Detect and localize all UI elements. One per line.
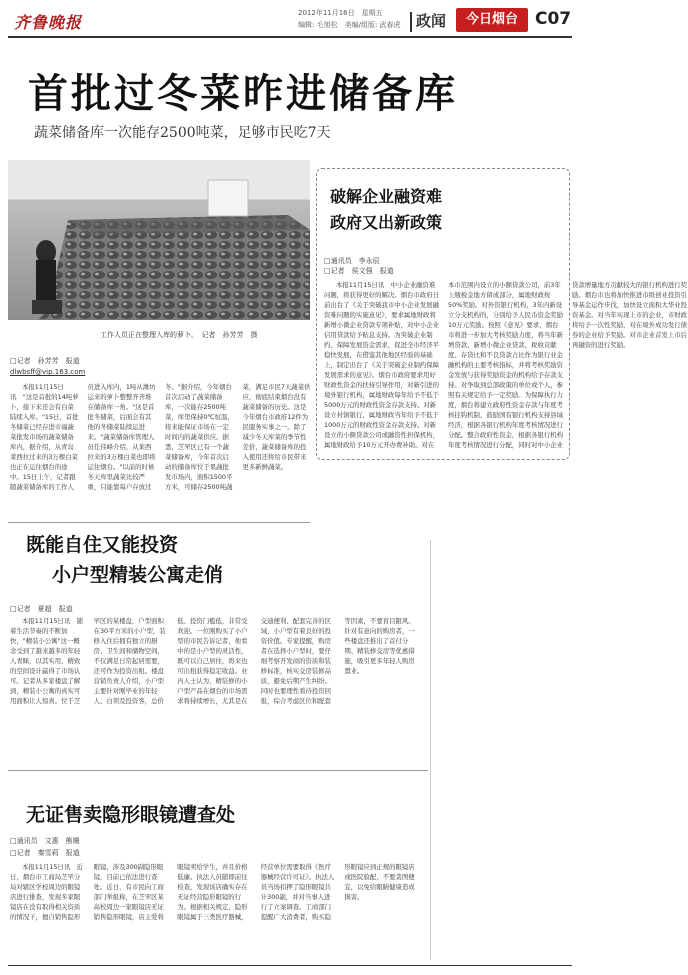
- policy-byline-1: □通讯员 李永辰: [324, 257, 380, 265]
- page-bottom-rule: [8, 965, 572, 966]
- lead-byline: □记者 孙芳芳 报道: [10, 357, 80, 365]
- column-rule: [430, 540, 431, 960]
- eyewear-body: [10, 862, 420, 962]
- eyewear-body-text: 本报11月15日讯 近日，烟台市工商局芝罘分局对辖区学校周边的眼镜店进行排查，发现多家眼镜店在没有取得相关资质的情况下，擅自销售隐形眼镜，涉及300副隐形眼镜，目前已依法进行查处。近日，有市民向工商部门举报称，在芝罘区某高校周边一家眼镜店无证销售隐形眼镜，店主爱将眼镜卖给学生，并且价格低廉。执法人员随即前往检查，发现该店确实存在无证经营隐形眼镜的行为。根据相关规定，隐形眼镜属于三类医疗器械，经营单位需要取得《医疗器械经营许可证》。执法人员当场扣押了隐形眼镜共计300副，并对当事人进行了立案调查。工商部门提醒广大消费者，购买隐形眼镜应到正规的眼镜店或医院验配，不要贪图便宜，以免给眼睛健康造成损害。: [10, 863, 415, 921]
- editors-line: 编辑: 毛旭松 美编/组版: 武春虎: [298, 21, 401, 29]
- lead-body-text: 本报11月15日讯 "这是首批的14吨萝卜，接下来还会有白菜陆续入库。"15日，首批冬储菜已经存进市福蔬菜批发市场的蔬菜储备库内，据介绍，从青岛莱西拉过来的3万棵白菜也正在运往烟台的途中。15日上午，记者跟随蔬菜储备库的工作人员进入库内，1吨从潍坊运来的萝卜整整齐齐堆在储备库一角。"这是首批冬储菜，后面会有其他的冬储菜陆续运进来。"蔬菜储备库管理人员任伟峰介绍，从莱西拉来的3万棵白菜也即将运往烟台。"以前的时候冬天库里蔬菜比较严重，只能靠每户存放过冬。"据介绍，今年烟台首次启动了蔬菜储备库，一次能存2500吨菜，库里保持0℃恒温，将来能保证市场在一定时间内的蔬菜供应。据悉，芝罘区已有一个蔬菜储备库，今年首次启动的储备库位于果蔬批发市场内，面积1500平方米，可储存2500吨蔬菜，满足市民7天蔬菜供应，彻底结束烟台没有蔬菜储备的历史。这是今年烟台市政府12件为民服务实事之一。除了减少冬天库菜的季节性差价，蔬菜储备库的投入使用还将给市民带来更多新鲜蔬菜。: [10, 383, 311, 491]
- photo-caption: 工作人员正在整理入库的萝卜。 记者 孙芳芳 摄: [100, 331, 258, 339]
- apartment-title-line2: 小户型精装公寓走俏: [52, 564, 224, 586]
- page-number: C07: [535, 9, 572, 29]
- storage-photo: [8, 160, 310, 320]
- header-divider: [410, 12, 412, 32]
- lead-subhead: 蔬菜储备库一次能存2500吨菜，足够市民吃7天: [34, 125, 331, 141]
- policy-body-overflow: [324, 452, 564, 538]
- divider-1: [8, 522, 310, 523]
- newspaper-logo: 齐鲁晚报: [14, 13, 83, 32]
- issue-date: 2012年11月16日 星期五: [298, 9, 383, 17]
- warehouse-radish-image: [8, 160, 310, 320]
- lead-email: dlwbsff@vip.163.com: [10, 368, 86, 376]
- masthead: [8, 6, 572, 38]
- policy-byline-2: □记者 侯文强 报道: [324, 267, 394, 275]
- policy-body-text: 本报11月15日讯 中小企业融资难问题，将获得更好的解决。烟台市政府日前出台了《关于突破我市中小企业发展融资难问题的实施意见》，要求属地财政将新增小微企业贷款专项补贴，对中小企业信用贷款给予贴息支持。为突破企业制约、保障发展资金需求，促进全市经济平稳快发展，在借鉴其他地区经验的基础上，制定出台了《关于突破企业制约保障发展需求的意见》。烟台市政府要求用好财政性资金的扶持引导作用，对新引进的境外银行机构，属地财政每年给予不低于5000万元的财政性资金存款支持。对新设立村镇银行、属地财政当年给予不低于1000万元的财政性资金存款支持。对新设立的小额贷款公司或融资性担保机构，属地财政给予10万元开办费补助。对在本市范围内设立的小额贷款公司，前3年上缴税金地方留成部分，属地财政按50%奖励。对外资银行机构，3年内新设立分支机构的，分别给予人民币资金奖励10万元奖励。按照《意见》要求，烟台市将进一步加大考核奖励力度，将当年新增贷款、新增小微企业贷款、税收贡献度、存贷比和不良贷款占比作为银行业金融机构的主要考核指标，并将考核奖励资金发放与获得奖励资金的机构给予存款支持。对争取到总部政策的单位或个人，参照有关规定给予一定奖励。为保障执行力度，烟台将建立政府性资金存款与年度考核挂钩机制，鼓励国有银行机构支持县域经济，根据各银行机构年度考核情况进行分配。整合政府性资金，根据各银行机构年度考核情况进行分配，同时对中小企业贷款增量地方贡献较大的银行机构进行奖励。烟台市也将加快推进市级创业投资引导基金运作步伐，加快设立面积大华业投资基金。对当年实现上市的企业，市财政将给予一次性奖励，对在境外成功发行债券的企业给予奖励。对市企业首发上市后再融资的进行奖励。: [324, 281, 688, 449]
- apartment-title-line1: 既能自住又能投资: [26, 534, 179, 556]
- eyewear-title: 无证售卖隐形眼镜遭查处: [26, 804, 236, 826]
- eyewear-byline-2: □记者 秦雪莉 报道: [10, 849, 80, 857]
- apartment-body-text: 本报11月15日讯 随着生活节奏的不断加快，"精装小公寓"这一概念受到了越来越多的年轻人青睐，以其实用、精致的空间设计赢得了市场认可。记者从多家楼盘了解到，精装小公寓的真实可用面积让人惊喜。位于芝罘区的某楼盘，户型面积在30平方米的小户型，装修入住后拥有独立的厨房、卫生间和储物空间，不仅满足日常起居需要，还可作为投资出租。楼盘营销负责人介绍，小户型主要针对刚毕业的年轻人、白领及投资客，总价低、投资门槛低，非常受欢迎。一位刚购买了小户型的市民告诉记者，他看中的是小户型的灵活性，既可以自己居住，将来也可出租获得稳定收益。业内人士认为，精装修的小户型产品在烟台的市场需求将持续增长，尤其是在交通便利、配套完善的区域，小户型有着良好的投资价值。专家提醒，购房者在选择小户型时，要仔细考察开发商的资质和装修标准，核实交房装修品质，避免后期产生纠纷。同时也要理性看待投资回报，综合考虑区位和配套等因素，不要盲目跟风。针对有意向的购房者，一些楼盘还推出了首付分期、精装修交房等优惠措施，吸引更多年轻人购房置业。: [10, 617, 415, 705]
- policy-title-line2: 政府又出新政策: [330, 213, 443, 232]
- lead-headline: 首批过冬菜昨进储备库: [28, 71, 458, 117]
- apartment-body: [10, 616, 420, 766]
- lead-body: [10, 382, 312, 517]
- apartment-byline: □记者 夏超 报道: [10, 605, 73, 613]
- section-name: 政闻: [416, 12, 447, 30]
- eyewear-byline-1: □通讯员 文惠 熊姗: [10, 837, 80, 845]
- policy-title-line1: 破解企业融资难: [330, 187, 443, 206]
- divider-2: [8, 770, 428, 771]
- policy-body: [324, 280, 688, 452]
- section-tab: 今日烟台: [456, 8, 528, 32]
